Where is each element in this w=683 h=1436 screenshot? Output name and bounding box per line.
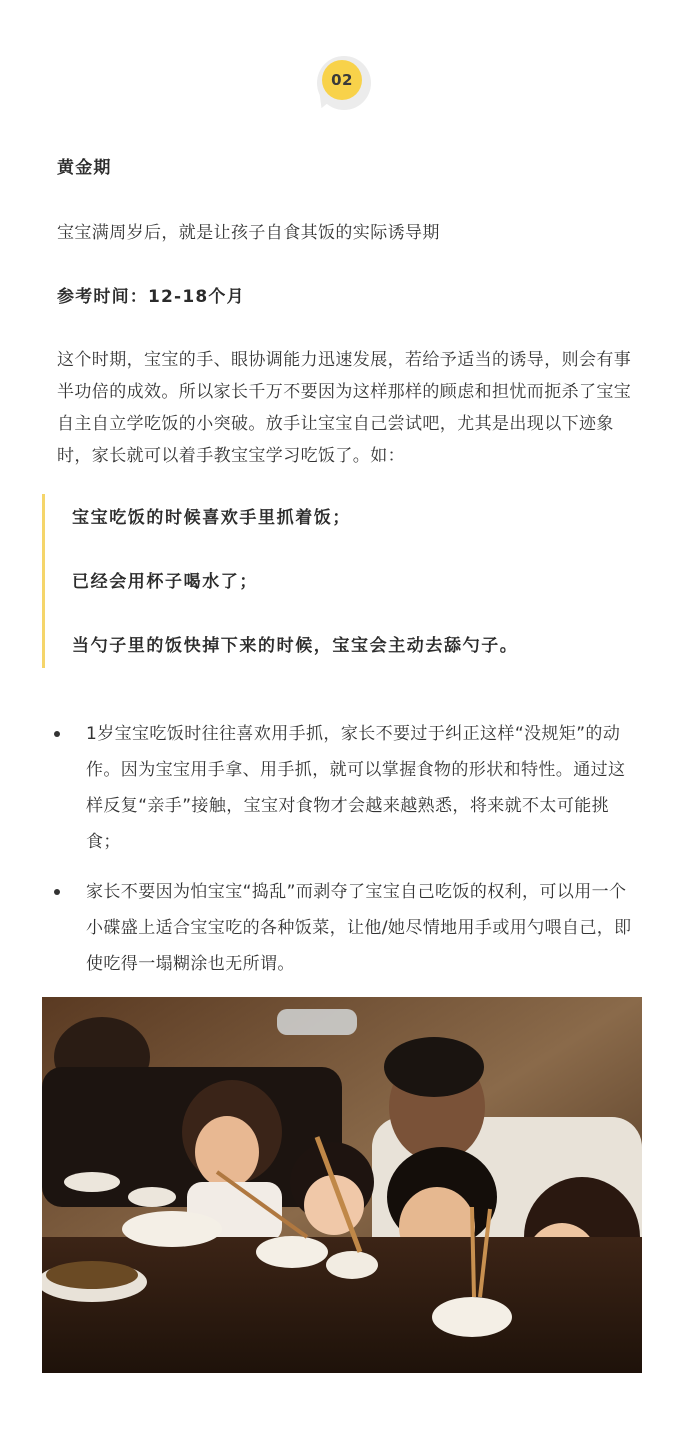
- section-number: 02: [322, 60, 362, 100]
- section-number-badge: [313, 54, 373, 112]
- family-meal-photo: [42, 997, 642, 1373]
- bullet-dot-icon: [54, 731, 60, 737]
- tip-text: 家长不要因为怕宝宝“捣乱”而剥夺了宝宝自己吃饭的权利，可以用一个小碟盛上适合宝宝吃的各种饭菜，让他/她尽情地用手或用勺喂自己，即使吃得一塌糊涂也无所谓。: [86, 882, 632, 974]
- section-heading: 黄金期: [57, 158, 112, 178]
- bullet-dot-icon: [54, 889, 60, 895]
- signs-quote-block: [42, 494, 642, 668]
- list-item: [50, 874, 640, 982]
- sign-item: 当勺子里的饭快掉下来的时候，宝宝会主动去舔勺子。: [72, 636, 519, 656]
- tip-text: 1岁宝宝吃饭时往往喜欢用手抓，家长不要过于纠正这样“没规矩”的动作。因为宝宝用手拿、用手抓，就可以掌握食物的形状和特性。通过这样反复“亲手”接触，宝宝对食物才会越来越熟悉，将来就不太可能挑食；: [86, 724, 626, 852]
- intro-text: 宝宝满周岁后，就是让孩子自食其饭的实际诱导期: [57, 223, 440, 243]
- body-paragraph: 这个时期，宝宝的手、眼协调能力迅速发展，若给予适当的诱导，则会有事半功倍的成效。所以家长千万不要因为这样那样的顾虑和担忧而扼杀了宝宝自主自立学吃饭的小突破。放手让宝宝自己尝试吧，尤其是出现以下迹象时，家长就可以着手教宝宝学习吃饭了。如：: [57, 350, 632, 466]
- list-item: [50, 716, 640, 860]
- tips-list: [50, 716, 640, 982]
- sign-item: 已经会用杯子喝水了；: [72, 572, 258, 592]
- sign-item: 宝宝吃饭的时候喜欢手里抓着饭；: [72, 508, 351, 528]
- reference-time: 参考时间：12-18个月: [57, 287, 245, 307]
